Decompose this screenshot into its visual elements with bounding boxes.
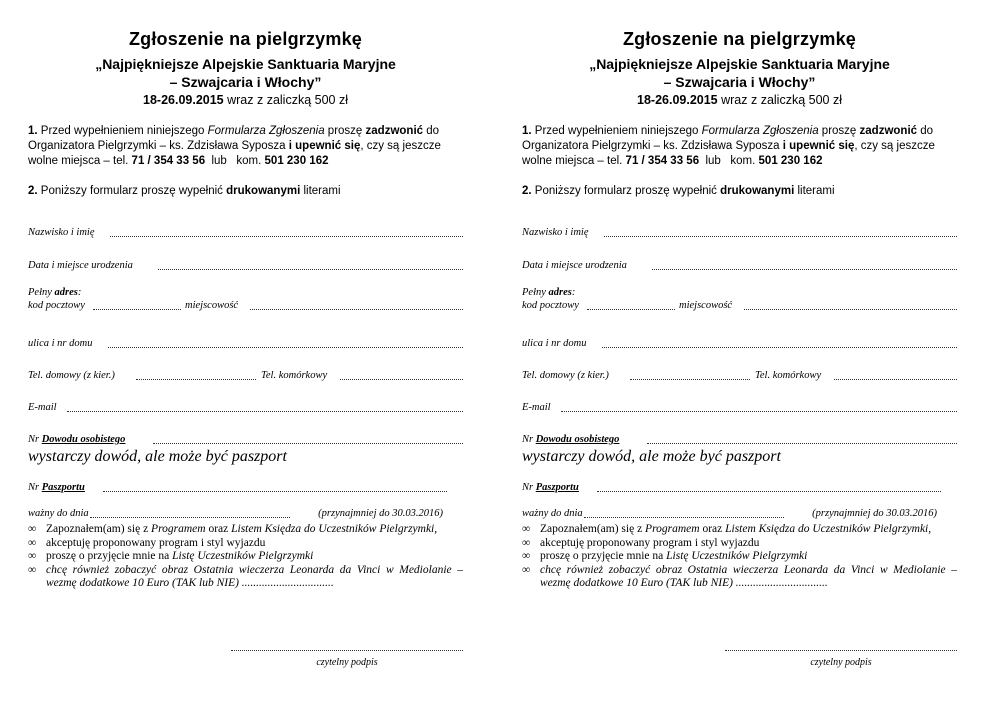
instruction-2	[522, 184, 957, 199]
infinity-bullet-icon: ∞	[28, 523, 37, 535]
postal-line[interactable]	[587, 309, 675, 310]
name-field[interactable]	[28, 224, 463, 240]
declaration-item	[28, 523, 463, 537]
postal-label: kod pocztowy	[522, 300, 579, 311]
declaration-1-program: Programem	[151, 523, 206, 535]
instruction-2-block-letters: drukowanymi	[226, 185, 301, 197]
street-field[interactable]	[522, 335, 957, 351]
mobile-number: 501 230 162	[264, 155, 329, 167]
valid-line[interactable]	[584, 517, 784, 518]
mobile-number: 501 230 162	[758, 155, 823, 167]
form-subtitle-line1: „Najpiękniejsze Alpejskie Sanktuaria Maryjne	[589, 56, 890, 72]
instruction-1-call: zadzwonić	[859, 125, 918, 137]
instruction-1-text-e: wolne miejsca – tel.	[28, 155, 132, 167]
passport-validity-field[interactable]	[28, 505, 463, 521]
phone-field[interactable]	[522, 367, 957, 383]
passport-label-prefix: Nr	[28, 482, 42, 493]
declaration-1-text-a: Zapoznałem(am) się z	[540, 523, 646, 535]
phone-home-label: Tel. domowy (z kier.)	[522, 370, 609, 381]
signature-label: czytelny podpis	[810, 657, 872, 668]
phone-number: 71 / 354 33 56	[625, 155, 700, 167]
address-label-colon: :	[77, 287, 82, 298]
phone-field[interactable]	[28, 367, 463, 383]
declaration-item	[28, 564, 463, 591]
phone-mobile-line[interactable]	[340, 379, 463, 380]
birth-field[interactable]	[522, 257, 957, 273]
instruction-1-confirm: i upewnić się	[288, 140, 361, 152]
declaration-1-text-b: oraz	[699, 523, 726, 535]
passport-label-prefix: Nr	[522, 482, 536, 493]
declarations-list	[28, 523, 463, 591]
valid-label: ważny do dnia	[522, 508, 583, 519]
declaration-1-program: Programem	[645, 523, 700, 535]
id-note: wystarczy dowód, ale może być paszport	[522, 448, 781, 465]
infinity-bullet-icon: ∞	[28, 550, 37, 562]
instruction-2-text-a: Poniższy formularz proszę wypełnić	[37, 185, 227, 197]
declaration-3-list: Listę Uczestników Pielgrzymki	[666, 550, 808, 562]
form-title: Zgłoszenie na pielgrzymkę	[622, 29, 857, 49]
email-line[interactable]	[561, 411, 957, 412]
declaration-item	[522, 537, 957, 551]
infinity-bullet-icon: ∞	[522, 563, 531, 576]
birth-field[interactable]	[28, 257, 463, 273]
instruction-1-text-c: do	[917, 125, 934, 137]
declaration-3-text: proszę o przyjęcie mnie na	[540, 550, 667, 562]
deposit-text: wraz z zaliczką 500 zł	[717, 93, 842, 107]
address-label: adres	[548, 287, 572, 298]
signature-label: czytelny podpis	[316, 657, 378, 668]
id-card-label: Dowodu osobistego	[535, 434, 620, 445]
id-card-label: Dowodu osobistego	[41, 434, 126, 445]
form-subtitle-line1: „Najpiękniejsze Alpejskie Sanktuaria Maryjne	[95, 56, 396, 72]
postal-line[interactable]	[93, 309, 181, 310]
declaration-2-text: akceptuję proponowany program i styl wyjazdu	[540, 536, 760, 549]
form-subtitle-line2: – Szwajcaria i Włochy”	[169, 74, 322, 90]
instruction-2-text-b: literami	[794, 185, 835, 197]
city-line[interactable]	[744, 309, 957, 310]
id-card-field[interactable]	[28, 431, 463, 447]
postal-city-field[interactable]	[28, 297, 463, 313]
instruction-1-text-a: Przed wypełnieniem niniejszego	[37, 125, 208, 137]
address-label: adres	[54, 287, 78, 298]
city-label: miejscowość	[679, 300, 733, 311]
declarations-list	[522, 523, 957, 591]
email-field[interactable]	[28, 399, 463, 415]
name-line[interactable]	[604, 236, 957, 237]
declaration-item	[28, 550, 463, 564]
id-card-line[interactable]	[647, 443, 957, 444]
instruction-1-organizer: Organizatora Pielgrzymki – ks. Zdzisława Syposza	[28, 140, 289, 152]
declaration-3-text: proszę o przyjęcie mnie na	[46, 550, 173, 562]
date-range: 18-26.09.2015	[637, 93, 718, 107]
valid-label: ważny do dnia	[28, 508, 89, 519]
id-card-line[interactable]	[153, 443, 463, 444]
instruction-1	[28, 124, 463, 169]
declaration-item	[522, 523, 957, 537]
instruction-2-number: 2.	[522, 185, 532, 197]
instruction-1-form-name: Formularza Zgłoszenia	[207, 125, 325, 137]
instruction-1-call: zadzwonić	[365, 125, 424, 137]
phone-mobile-label: Tel. komórkowy	[755, 370, 822, 381]
registration-form-right	[522, 0, 957, 701]
infinity-bullet-icon: ∞	[522, 550, 531, 562]
declaration-1-letter: Listem Księdza do Uczestników Pielgrzymki,	[725, 523, 932, 535]
date-range: 18-26.09.2015	[143, 93, 224, 107]
instruction-2	[28, 184, 463, 199]
deposit-text: wraz z zaliczką 500 zł	[223, 93, 348, 107]
street-field[interactable]	[28, 335, 463, 351]
form-subtitle-line2: – Szwajcaria i Włochy”	[663, 74, 816, 90]
address-label-prefix: Pełny	[28, 287, 55, 298]
instruction-1-text-f: lub kom.	[205, 155, 265, 167]
name-label: Nazwisko i imię	[28, 227, 95, 238]
email-label: E-mail	[28, 402, 57, 413]
birth-label: Data i miejsce urodzenia	[28, 260, 133, 271]
phone-mobile-label: Tel. komórkowy	[261, 370, 328, 381]
street-line[interactable]	[108, 347, 463, 348]
id-card-field[interactable]	[522, 431, 957, 447]
instruction-2-text-b: literami	[300, 185, 341, 197]
instruction-2-text-a: Poniższy formularz proszę wypełnić	[531, 185, 721, 197]
declaration-2-text: akceptuję proponowany program i styl wyjazdu	[46, 536, 266, 549]
passport-label: Paszportu	[535, 482, 579, 493]
instruction-1	[522, 124, 957, 169]
phone-home-line[interactable]	[630, 379, 750, 380]
street-line[interactable]	[602, 347, 957, 348]
valid-note: (przynajmniej do 30.03.2016)	[318, 508, 443, 519]
email-field[interactable]	[522, 399, 957, 415]
address-label-prefix: Pełny	[522, 287, 549, 298]
city-label: miejscowość	[185, 300, 239, 311]
phone-mobile-line[interactable]	[834, 379, 957, 380]
email-line[interactable]	[67, 411, 463, 412]
declaration-item	[28, 537, 463, 551]
name-label: Nazwisko i imię	[522, 227, 589, 238]
id-label-prefix: Nr	[28, 434, 42, 445]
phone-number: 71 / 354 33 56	[131, 155, 206, 167]
valid-note: (przynajmniej do 30.03.2016)	[812, 508, 937, 519]
instruction-1-organizer: Organizatora Pielgrzymki – ks. Zdzisława Syposza	[522, 140, 783, 152]
registration-form-left	[28, 0, 463, 701]
signature-line[interactable]	[231, 650, 463, 651]
declaration-item	[522, 550, 957, 564]
declaration-item	[522, 564, 957, 591]
street-label: ulica i nr domu	[28, 338, 93, 349]
name-field[interactable]	[522, 224, 957, 240]
instruction-1-text-d: , czy są jeszcze	[360, 140, 441, 152]
infinity-bullet-icon: ∞	[28, 536, 37, 549]
infinity-bullet-icon: ∞	[522, 536, 531, 549]
declaration-4-text: chcę również zobaczyć obraz Ostatnia wieczerza Leonarda da Vinci w Mediolanie – wezmę dodatkowe 10 Euro (TAK lub NIE) ................................	[46, 563, 463, 589]
declaration-1-letter: Listem Księdza do Uczestników Pielgrzymki,	[231, 523, 438, 535]
passport-field[interactable]	[28, 479, 463, 495]
instruction-1-number: 1.	[28, 125, 38, 137]
birth-line[interactable]	[158, 269, 463, 270]
street-label: ulica i nr domu	[522, 338, 587, 349]
birth-label: Data i miejsce urodzenia	[522, 260, 627, 271]
instruction-1-number: 1.	[522, 125, 532, 137]
postal-city-field[interactable]	[522, 297, 957, 313]
instruction-1-text-a: Przed wypełnieniem niniejszego	[531, 125, 702, 137]
declaration-4-text: chcę również zobaczyć obraz Ostatnia wieczerza Leonarda da Vinci w Mediolanie – wezmę dodatkowe 10 Euro (TAK lub NIE) ................................	[540, 563, 957, 589]
trip-dates	[28, 93, 463, 107]
name-line[interactable]	[110, 236, 463, 237]
instruction-1-confirm: i upewnić się	[782, 140, 855, 152]
postal-label: kod pocztowy	[28, 300, 85, 311]
passport-label: Paszportu	[41, 482, 85, 493]
declaration-1-text-a: Zapoznałem(am) się z	[46, 523, 152, 535]
instruction-1-text-c: do	[423, 125, 440, 137]
passport-field[interactable]	[522, 479, 957, 495]
instruction-2-block-letters: drukowanymi	[720, 185, 795, 197]
id-note: wystarczy dowód, ale może być paszport	[28, 448, 287, 465]
infinity-bullet-icon: ∞	[28, 563, 37, 576]
id-label-prefix: Nr	[522, 434, 536, 445]
instruction-1-text-b: proszę	[818, 125, 860, 137]
address-label-colon: :	[571, 287, 576, 298]
passport-validity-field[interactable]	[522, 505, 957, 521]
passport-line[interactable]	[103, 491, 447, 492]
declaration-3-list: Listę Uczestników Pielgrzymki	[172, 550, 314, 562]
instruction-2-number: 2.	[28, 185, 38, 197]
email-label: E-mail	[522, 402, 551, 413]
phone-home-line[interactable]	[136, 379, 256, 380]
instruction-1-text-b: proszę	[324, 125, 366, 137]
instruction-1-text-f: lub kom.	[699, 155, 759, 167]
signature-line[interactable]	[725, 650, 957, 651]
form-title: Zgłoszenie na pielgrzymkę	[128, 29, 363, 49]
declaration-1-text-b: oraz	[205, 523, 232, 535]
infinity-bullet-icon: ∞	[522, 523, 531, 535]
instruction-1-text-e: wolne miejsca – tel.	[522, 155, 626, 167]
instruction-1-form-name: Formularza Zgłoszenia	[701, 125, 819, 137]
city-line[interactable]	[250, 309, 463, 310]
valid-line[interactable]	[90, 517, 290, 518]
passport-line[interactable]	[597, 491, 941, 492]
instruction-1-text-d: , czy są jeszcze	[854, 140, 935, 152]
trip-dates	[522, 93, 957, 107]
birth-line[interactable]	[652, 269, 957, 270]
phone-home-label: Tel. domowy (z kier.)	[28, 370, 115, 381]
